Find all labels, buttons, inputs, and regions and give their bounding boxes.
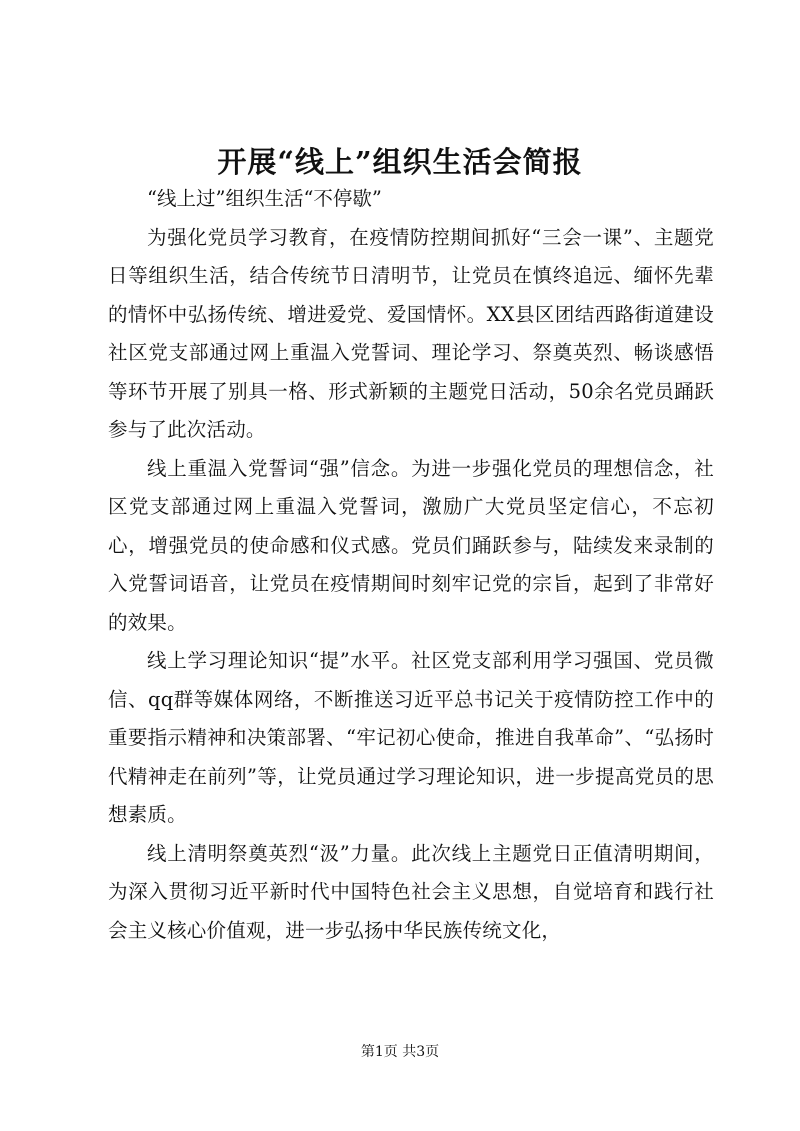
document-body bbox=[108, 180, 714, 950]
document-subtitle: “线上过”组织生活“不停歇” bbox=[147, 187, 382, 210]
page-number-label: 第1页 共3页 bbox=[360, 1044, 440, 1060]
paragraph-theory: 线上学习理论知识“提”水平。社区党支部利用学习强国、党员微信、qq群等媒体网络，不断推送习近平总书记关于疫情防控工作中的重要指示精神和决策部署、“牢记初心使命，推进自我革命”、“弘扬时代精神走在前列”等，让党员通过学习理论知识，进一步提高党员的思想素质。 bbox=[108, 649, 714, 826]
document-title: 开展“线上”组织生活会简报 bbox=[217, 145, 583, 179]
paragraph-memorial: 线上清明祭奠英烈“汲”力量。此次线上主题党日正值清明期间，为深入贯彻习近平新时代中国特色社会主义思想，自觉培育和践行社会主义核心价值观，进一步弘扬中华民族传统文化， bbox=[108, 841, 714, 942]
paragraph-oath: 线上重温入党誓词“强”信念。为进一步强化党员的理想信念，社区党支部通过网上重温入党誓词，激励广大党员坚定信心，不忘初心，增强党员的使命感和仪式感。党员们踊跃参与，陆续发来录制的入党誓词语音，让党员在疫情期间时刻牢记党的宗旨，起到了非常好的效果。 bbox=[108, 456, 714, 634]
paragraph-intro: 为强化党员学习教育，在疫情防控期间抓好“三会一课”、主题党日等组织生活，结合传统节日清明节，让党员在慎终追远、缅怀先辈的情怀中弘扬传统、增进爱党、爱国情怀。XX县区团结西路街道建设社区党支部通过网上重温入党誓词、理论学习、祭奠英烈、畅谈感悟等环节开展了别具一格、形式新颖的主题党日活动，50余名党员踊跃参与了此次活动。 bbox=[108, 225, 714, 441]
page-footer bbox=[0, 1042, 800, 1062]
